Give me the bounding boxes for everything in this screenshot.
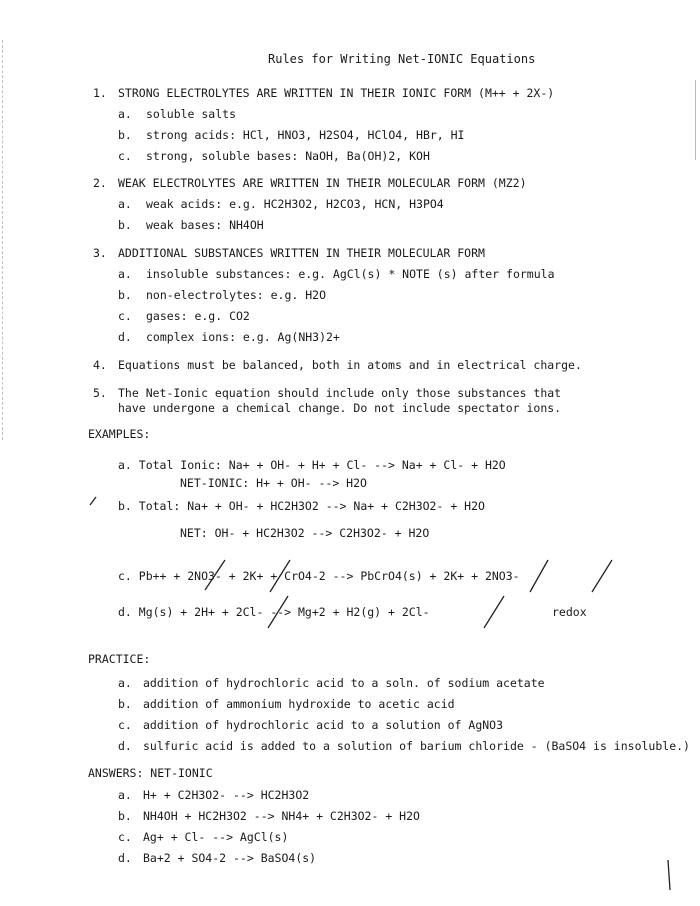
- example-d-equation: d. Mg(s) + 2H+ + 2Cl- --> Mg+2 + H2(g) + 2Cl-: [118, 605, 430, 619]
- example-c-equation: c. Pb++ + 2NO3- + 2K+ + CrO4-2 --> PbCrO4(s) + 2K+ + 2NO3-: [118, 569, 520, 583]
- rule-3d-text: complex ions: e.g. Ag(NH3)2+: [146, 330, 340, 344]
- rule-4-text: Equations must be balanced, both in atoms and in electrical charge.: [118, 358, 582, 372]
- rule-3c-letter: c.: [118, 309, 132, 323]
- answer-a-text: H+ + C2H3O2- --> HC2H3O2: [143, 788, 310, 802]
- answer-d-text: Ba+2 + SO4-2 --> BaSO4(s): [143, 851, 317, 865]
- example-d-redox-note: redox: [552, 605, 587, 619]
- rule-2b-letter: b.: [118, 218, 132, 232]
- answer-d-letter: d.: [118, 851, 132, 865]
- practice-b-letter: b.: [118, 697, 132, 711]
- answer-c-text: Ag+ + Cl- --> AgCl(s): [143, 830, 289, 844]
- example-a-total-ionic: a. Total Ionic: Na+ + OH- + H+ + Cl- --> Na+ + Cl- + H2O: [118, 458, 506, 472]
- practice-heading: PRACTICE:: [88, 652, 151, 666]
- rule-3a-letter: a.: [118, 267, 132, 281]
- practice-a-text: addition of hydrochloric acid to a soln. of sodium acetate: [143, 676, 545, 690]
- right-corner-mark: [668, 860, 670, 890]
- practice-c-letter: c.: [118, 718, 132, 732]
- rule-4-number: 4.: [93, 358, 107, 372]
- strike-mark-c-nitrate-left: [205, 560, 225, 590]
- rule-3d-letter: d.: [118, 330, 132, 344]
- example-a-net-ionic: NET-IONIC: H+ + OH- --> H2O: [180, 476, 367, 490]
- rule-3b-letter: b.: [118, 288, 132, 302]
- rule-2-number: 2.: [93, 176, 107, 190]
- rule-1c-letter: c.: [118, 149, 132, 163]
- rule-1-text: STRONG ELECTROLYTES ARE WRITTEN IN THEIR IONIC FORM (M++ + 2X-): [118, 86, 555, 100]
- rule-3b-text: non-electrolytes: e.g. H2O: [146, 288, 327, 302]
- practice-a-letter: a.: [118, 676, 132, 690]
- example-b-net: NET: OH- + HC2H3O2 --> C2H3O2- + H2O: [180, 526, 430, 540]
- rule-1a-text: soluble salts: [146, 107, 237, 121]
- rule-2a-text: weak acids: e.g. HC2H3O2, H2CO3, HCN, H3PO4: [146, 197, 444, 211]
- rule-2a-letter: a.: [118, 197, 132, 211]
- rule-3-number: 3.: [93, 246, 107, 260]
- answer-b-text: NH4OH + HC2H3O2 --> NH4+ + C2H3O2- + H2O: [143, 809, 420, 823]
- practice-d-letter: d.: [118, 739, 132, 753]
- rule-2-text: WEAK ELECTROLYTES ARE WRITTEN IN THEIR MOLECULAR FORM (MZ2): [118, 176, 527, 190]
- rule-1b-text: strong acids: HCl, HNO3, H2SO4, HClO4, HBr, HI: [146, 128, 465, 142]
- rule-1-number: 1.: [93, 86, 107, 100]
- rule-3c-text: gases: e.g. CO2: [146, 309, 250, 323]
- rule-1c-text: strong, soluble bases: NaOH, Ba(OH)2, KOH: [146, 149, 430, 163]
- practice-d-text: sulfuric acid is added to a solution of barium chloride - (BaSO4 is insoluble.): [143, 739, 690, 753]
- example-b-total: b. Total: Na+ + OH- + HC2H3O2 --> Na+ + C2H3O2- + H2O: [118, 499, 485, 513]
- strike-mark-d-chloride-right: [484, 596, 504, 628]
- rule-1b-letter: b.: [118, 128, 132, 142]
- rule-5-text: The Net-Ionic equation should include only those substances that: [118, 386, 562, 400]
- answer-b-letter: b.: [118, 809, 132, 823]
- practice-c-text: addition of hydrochloric acid to a solution of AgNO3: [143, 718, 504, 732]
- answer-c-letter: c.: [118, 830, 132, 844]
- practice-b-text: addition of ammonium hydroxide to acetic acid: [143, 697, 455, 711]
- answer-a-letter: a.: [118, 788, 132, 802]
- strike-mark-c-nitrate-right: [592, 560, 612, 592]
- rule-1a-letter: a.: [118, 107, 132, 121]
- rule-3a-text: insoluble substances: e.g. AgCl(s) * NOTE (s) after formula: [146, 267, 555, 281]
- examples-heading: EXAMPLES:: [88, 427, 151, 441]
- answers-heading: ANSWERS: NET-IONIC: [88, 766, 213, 780]
- rule-2b-text: weak bases: NH4OH: [146, 218, 264, 232]
- rule-5-text-line2: have undergone a chemical change. Do not include spectator ions.: [118, 401, 562, 415]
- rule-5-number: 5.: [93, 386, 107, 400]
- strike-mark-c-potassium-right: [530, 560, 548, 592]
- strike-mark-d-chloride-left: [268, 596, 288, 628]
- tick-mark-b: [90, 497, 96, 505]
- page-title: Rules for Writing Net-IONIC Equations: [268, 52, 536, 66]
- rule-3-text: ADDITIONAL SUBSTANCES WRITTEN IN THEIR MOLECULAR FORM: [118, 246, 485, 260]
- strike-mark-c-potassium-left: [270, 560, 290, 592]
